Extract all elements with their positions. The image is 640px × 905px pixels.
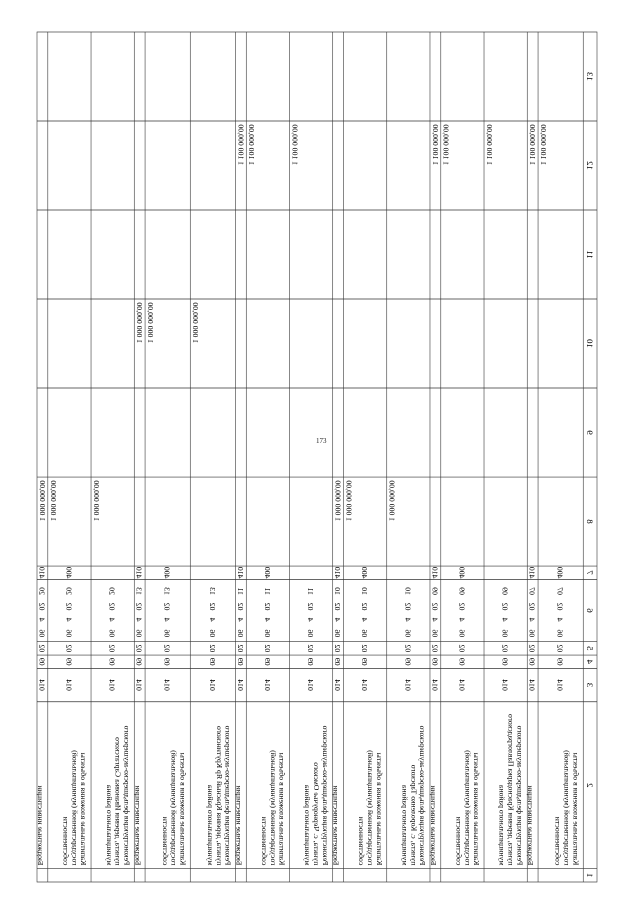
cell-pr: 02 <box>236 644 245 653</box>
column-header-5: 5 <box>585 646 594 651</box>
cell-csr-part: 11 <box>263 587 272 595</box>
cell-csr-part: 11 <box>306 587 315 595</box>
cell-col8: 1 000 000,00 <box>38 480 47 522</box>
cell-csr-part: 4 <box>500 617 510 622</box>
row-name-line: Бюджетные инвестиции <box>429 785 438 866</box>
cell-csr-part: 06 <box>403 629 412 638</box>
row-name-line: государственной (муниципальной) <box>463 750 472 866</box>
cell-rz: 09 <box>162 657 172 666</box>
cell-csr-part: 11 <box>236 587 245 595</box>
row-name-line: Капитальные вложения в объекты <box>178 752 187 866</box>
cell-vr: 400 <box>162 566 172 579</box>
row-name-line: Реконструкция фельдшерско-акушерского <box>122 725 131 866</box>
cell-ved: 014 <box>208 679 217 691</box>
cell-csr-part: 10 <box>360 587 369 595</box>
cell-rz: 09 <box>555 657 565 666</box>
cell-csr-part: 4 <box>236 617 245 622</box>
cell-pr: 02 <box>208 644 217 653</box>
cell-ved: 014 <box>430 679 439 691</box>
column-header-8: 8 <box>585 519 594 524</box>
cell-rz: 09 <box>134 657 144 666</box>
row-name-line: Бюджетные инвестиции <box>36 785 45 866</box>
cell-pr: 02 <box>430 644 439 653</box>
cell-vr: 410 <box>430 566 439 579</box>
cell-rz: 09 <box>208 657 217 666</box>
cell-csr-part: 4 <box>64 617 74 622</box>
column-header-6: 6 <box>585 608 594 613</box>
cell-pr: 02 <box>306 644 315 653</box>
column-header-4: 4 <box>585 659 594 664</box>
cell-rz: 09 <box>306 657 315 666</box>
cell-csr-part: 02 <box>134 602 144 611</box>
row-name-line: Реконструкция фельдшерско-акушерского <box>223 725 233 866</box>
cell-csr-part: 4 <box>263 617 272 622</box>
cell-csr-part: 20 <box>107 587 117 595</box>
row-name-line: государственной (муниципальной) <box>562 750 572 866</box>
column-header-1: 1 <box>585 873 594 878</box>
cell-csr-part: 4 <box>555 617 565 622</box>
cell-csr-part: 09 <box>457 587 467 595</box>
cell-csr-part: 20 <box>64 587 74 595</box>
cell-col12: 1 100 000,00 <box>539 124 548 166</box>
cell-csr-part: 4 <box>430 617 439 622</box>
cell-ved: 014 <box>134 679 144 691</box>
cell-rz: 09 <box>333 657 342 666</box>
column-header-9: 9 <box>585 430 594 435</box>
cell-rz: 09 <box>64 657 74 666</box>
cell-csr-part: 06 <box>263 629 272 638</box>
cell-ved: 014 <box>107 679 117 691</box>
cell-csr-part: 02 <box>527 602 537 611</box>
cell-col8: 1 000 000,00 <box>333 480 343 522</box>
cell-csr-part: 06 <box>555 629 565 638</box>
cell-csr-part: 13 <box>208 587 217 595</box>
cell-csr-part: 02 <box>333 602 342 611</box>
row-name-line: Реконструкция фельдшерско-акушерского <box>321 725 330 866</box>
row-name-line: государственной (муниципальной) <box>268 750 278 866</box>
cell-csr-part: 06 <box>430 629 439 638</box>
row-name-line: собственности <box>454 816 464 866</box>
cell-csr-part: 10 <box>333 587 342 595</box>
cell-csr-part: 02 <box>403 602 412 611</box>
cell-csr-part: 02 <box>107 602 117 611</box>
cell-ved: 014 <box>500 679 510 691</box>
row-name-line: Капитальные вложения в объекты <box>277 752 287 866</box>
cell-csr-part: 06 <box>306 629 315 638</box>
row-name-line: собственности <box>357 816 366 866</box>
cell-vr: 410 <box>37 566 47 579</box>
cell-rz: 09 <box>263 657 272 666</box>
cell-vr: 410 <box>134 566 144 579</box>
cell-csr-part: 02 <box>162 602 172 611</box>
cell-csr-part: 20 <box>37 587 47 595</box>
cell-pr: 02 <box>134 644 144 653</box>
cell-pr: 02 <box>64 644 74 653</box>
cell-rz: 09 <box>107 657 117 666</box>
row-name-line: Капитальные вложения в объекты <box>375 752 384 866</box>
cell-csr-part: 02 <box>37 602 47 611</box>
row-name-line: собственности <box>61 816 71 866</box>
cell-csr-part: 06 <box>162 629 172 638</box>
cell-csr-part: 07 <box>527 587 537 595</box>
cell-col10: 1 000 000,00 <box>146 302 155 344</box>
cell-ved: 014 <box>527 679 537 691</box>
cell-rz: 09 <box>457 657 467 666</box>
row-name-line: пункта, с. Короленко Тарского <box>409 764 418 866</box>
cell-csr-part: 10 <box>403 587 412 595</box>
cell-rz: 09 <box>403 657 412 666</box>
cell-csr-part: 13 <box>162 587 172 595</box>
cell-csr-part: 06 <box>37 629 47 638</box>
cell-csr-part: 07 <box>555 587 565 595</box>
column-header-11: 11 <box>585 250 594 259</box>
cell-rz: 09 <box>360 657 369 666</box>
cell-vr: 410 <box>236 566 245 579</box>
row-name-line: собственности <box>160 816 170 866</box>
cell-csr-part: 4 <box>360 617 369 622</box>
cell-col12: 1 100 000,00 <box>431 124 440 166</box>
cell-ved: 014 <box>555 679 565 691</box>
row-name-line: муниципального района <box>104 784 114 866</box>
column-header-10: 10 <box>585 339 594 348</box>
row-name-line: Реконструкция фельдшерско-акушерского <box>515 725 524 866</box>
cell-col12: 1 100 000,00 <box>247 124 256 166</box>
cell-csr-part: 4 <box>457 617 467 622</box>
cell-csr-part: 4 <box>333 617 342 622</box>
cell-vr: 410 <box>333 566 342 579</box>
column-header-12: 12 <box>585 161 594 170</box>
cell-ved: 014 <box>236 679 245 691</box>
cell-col10: 1 000 000,00 <box>191 302 200 344</box>
cell-pr: 02 <box>263 644 272 653</box>
row-name-line: Реконструкция фельдшерско-акушерского <box>418 725 427 866</box>
cell-vr: 400 <box>360 566 369 579</box>
cell-col12: 1 100 000,00 <box>290 124 299 166</box>
cell-pr: 02 <box>107 644 117 653</box>
row-name-line: муниципального района <box>206 784 215 866</box>
cell-vr: 400 <box>555 566 565 579</box>
row-name-line: пункта, деревня Краснодарка Павлоградского <box>506 713 516 866</box>
cell-pr: 02 <box>457 644 467 653</box>
cell-pr: 02 <box>37 644 47 653</box>
cell-col12: 1 100 000,00 <box>236 124 245 166</box>
cell-csr-part: 02 <box>430 602 439 611</box>
cell-csr-part: 02 <box>500 602 510 611</box>
cell-pr: 02 <box>555 644 565 653</box>
cell-csr-part: 06 <box>134 629 144 638</box>
cell-pr: 02 <box>403 644 412 653</box>
cell-csr-part: 06 <box>457 629 467 638</box>
cell-csr-part: 4 <box>162 617 172 622</box>
cell-ved: 014 <box>403 679 412 691</box>
row-name-line: муниципального района <box>303 784 312 866</box>
cell-col12: 1 100 000,00 <box>485 124 494 166</box>
cell-pr: 02 <box>333 644 342 653</box>
cell-col8: 1 000 000,00 <box>48 480 58 522</box>
cell-csr-part: 13 <box>134 587 144 595</box>
cell-pr: 02 <box>162 644 172 653</box>
cell-csr-part: 4 <box>107 617 117 622</box>
cell-ved: 014 <box>333 679 342 691</box>
cell-csr-part: 09 <box>500 587 510 595</box>
cell-csr-part: 02 <box>555 602 565 611</box>
cell-pr: 02 <box>360 644 369 653</box>
budget-table <box>25 32 640 878</box>
column-header-13: 13 <box>585 72 594 81</box>
cell-csr-part: 06 <box>333 629 342 638</box>
cell-csr-part: 4 <box>306 617 315 622</box>
cell-rz: 09 <box>37 657 47 666</box>
cell-vr: 400 <box>457 566 467 579</box>
cell-pr: 02 <box>500 644 510 653</box>
row-name-line: Бюджетные инвестиции <box>133 785 142 866</box>
row-name-line: Бюджетные инвестиции <box>331 785 341 866</box>
cell-csr-part: 4 <box>208 617 217 622</box>
cell-csr-part: 06 <box>360 629 369 638</box>
row-name-line: Бюджетные инвестиции <box>234 785 243 866</box>
cell-rz: 09 <box>430 657 439 666</box>
cell-csr-part: 02 <box>208 602 217 611</box>
cell-csr-part: 09 <box>430 587 439 595</box>
cell-csr-part: 02 <box>64 602 74 611</box>
row-name-line: Капитальные вложения в объекты <box>79 752 88 866</box>
row-name-line: пункта, деревня Красный Яр Крутинского <box>214 725 224 866</box>
cell-csr-part: 06 <box>500 629 510 638</box>
cell-vr: 410 <box>527 566 537 579</box>
cell-csr-part: 02 <box>360 602 369 611</box>
cell-ved: 014 <box>306 679 315 691</box>
cell-csr-part: 02 <box>306 602 315 611</box>
row-name-line: Бюджетные инвестиции <box>526 785 535 866</box>
cell-ved: 014 <box>64 679 74 691</box>
column-header-7: 7 <box>585 570 594 575</box>
cell-csr-part: 02 <box>236 602 245 611</box>
cell-ved: 014 <box>263 679 272 691</box>
cell-csr-part: 4 <box>527 617 537 622</box>
cell-csr-part: 02 <box>457 602 467 611</box>
cell-ved: 014 <box>37 679 47 691</box>
cell-pr: 02 <box>527 644 537 653</box>
cell-csr-part: 4 <box>134 617 144 622</box>
column-header-2: 2 <box>585 782 594 788</box>
cell-col8: 1 000 000,00 <box>387 480 397 522</box>
cell-col12: 1 100 000,00 <box>528 124 537 166</box>
row-name-line: муниципального района <box>400 784 410 866</box>
cell-col8: 1 000 000,00 <box>344 480 354 522</box>
cell-vr: 400 <box>263 566 272 579</box>
cell-csr-part: 06 <box>208 629 217 638</box>
page-number: 173 <box>316 437 327 445</box>
cell-csr-part: 02 <box>263 602 272 611</box>
cell-ved: 014 <box>457 679 467 691</box>
cell-ved: 014 <box>162 679 172 691</box>
cell-col10: 1 000 000,00 <box>135 302 144 344</box>
row-name-line: собственности <box>260 816 269 866</box>
cell-col8: 1 000 000,00 <box>92 480 101 522</box>
cell-col12: 1 100 000,00 <box>441 124 451 166</box>
row-name-line: муниципального района <box>497 784 507 866</box>
row-name-line: пункта, с. Черноручье Омского <box>312 762 321 866</box>
row-name-line: Капитальные вложения в объекты <box>571 752 580 866</box>
cell-csr-part: 4 <box>37 617 47 622</box>
row-name-line: Капитальные вложения в объекты <box>472 752 481 866</box>
cell-rz: 09 <box>236 657 245 666</box>
budget-table-grid <box>37 32 597 882</box>
row-name-line: государственной (муниципальной) <box>366 750 375 866</box>
cell-csr-part: 06 <box>64 629 74 638</box>
cell-csr-part: 06 <box>236 629 245 638</box>
row-name-line: собственности <box>553 816 563 866</box>
cell-ved: 014 <box>360 679 369 691</box>
cell-csr-part: 06 <box>527 629 537 638</box>
cell-vr: 400 <box>64 566 74 579</box>
cell-rz: 09 <box>500 657 510 666</box>
cell-rz: 09 <box>527 657 537 666</box>
row-name-line: государственной (муниципальной) <box>70 750 79 866</box>
cell-csr-part: 06 <box>107 629 117 638</box>
cell-csr-part: 4 <box>403 617 412 622</box>
row-name-line: пункта, деревня Ивановка Саргатского <box>113 737 123 866</box>
column-header-3: 3 <box>585 682 594 688</box>
row-name-line: государственной (муниципальной) <box>169 750 179 866</box>
